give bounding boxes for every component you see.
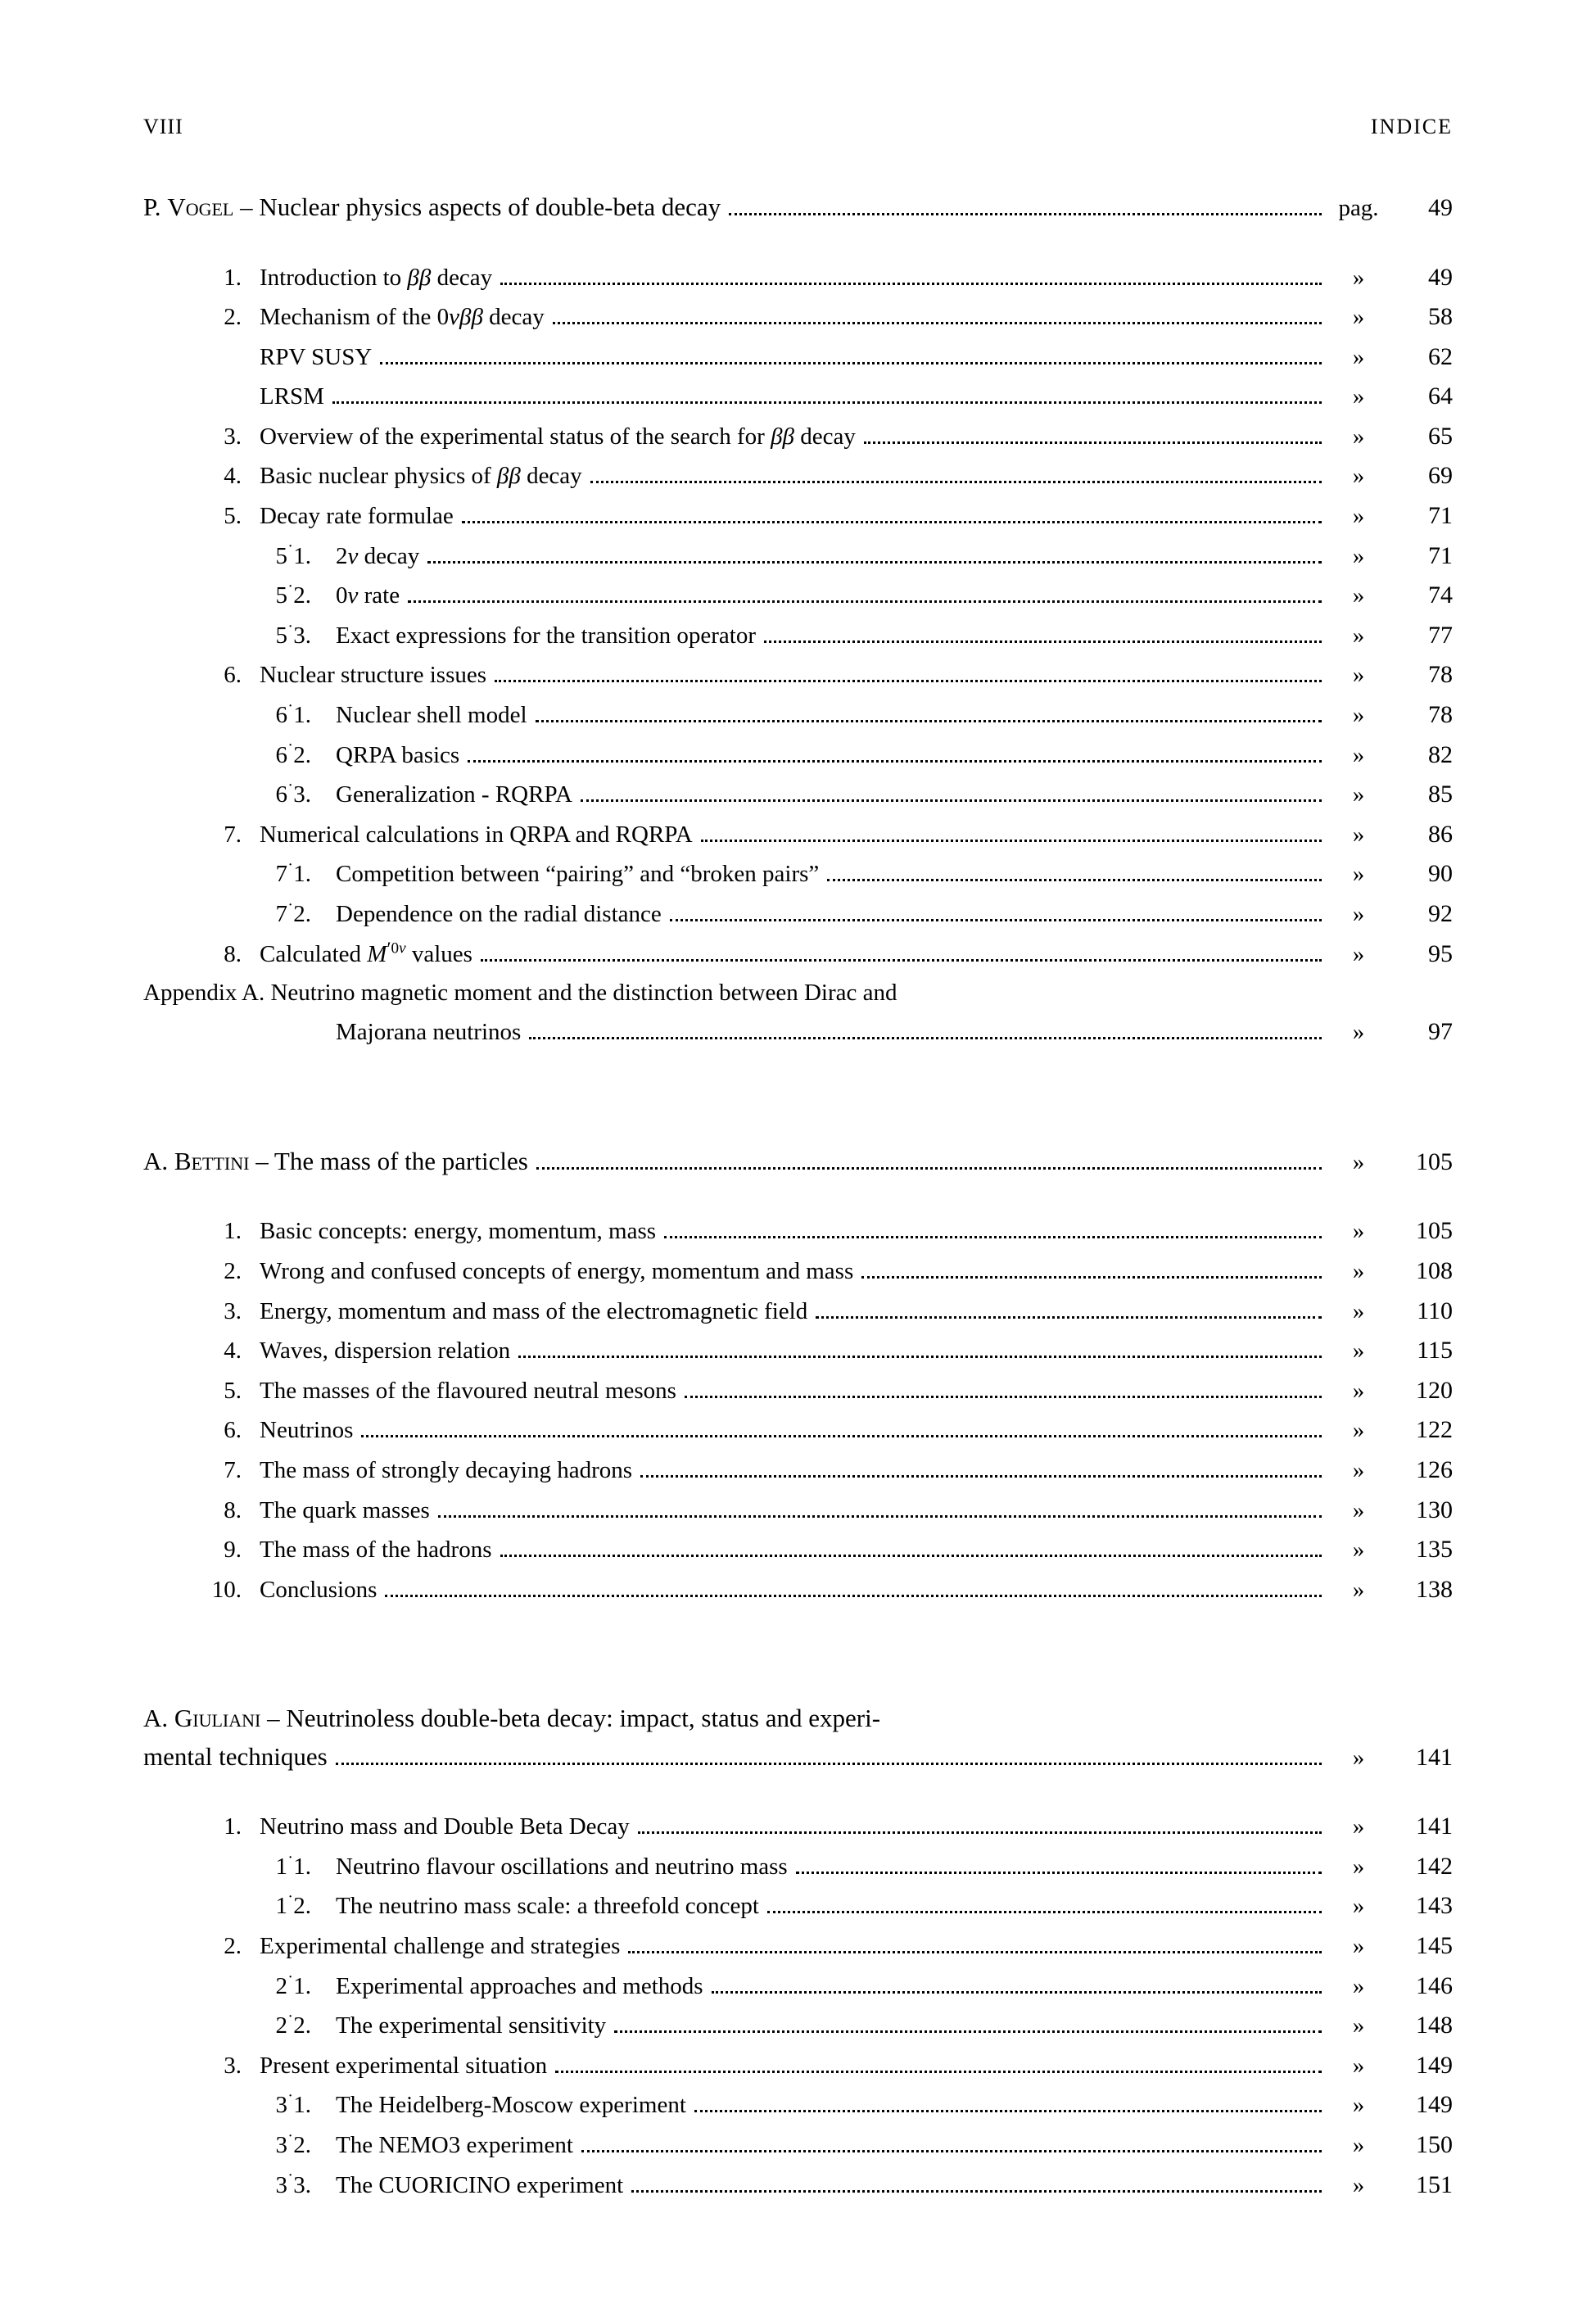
entry-title: Competition between “pairing” and “broken pairs” [336,861,820,888]
entry-title: Waves, dispersion relation [260,1338,511,1365]
entry-page-number: 78 [1428,661,1453,689]
entry-title: Introduction to ββ decay [260,264,493,291]
ditto-mark: » [1352,503,1365,530]
entry-number: 5˙2. [275,582,311,609]
ditto-mark: » [1352,2132,1365,2159]
entry-title: The CUORICINO experiment [336,2171,624,2198]
entry-page-number: 71 [1428,541,1453,569]
chapter-title: A. Bettini – The mass of the particles [143,1146,528,1175]
page-mark: » [1352,1744,1365,1771]
ditto-mark: » [1352,1456,1365,1483]
entry-page-number: 74 [1428,582,1453,609]
folio-number: VIII [143,115,183,138]
dot-leader [468,760,1322,763]
entry-number: 1. [224,1813,242,1840]
entry-page-number: 71 [1428,502,1453,530]
entry-page-number: 150 [1416,2131,1453,2159]
entry-page-number: 130 [1416,1496,1453,1523]
entry-title: The quark masses [260,1496,430,1523]
toc-entry[interactable] [143,815,1453,855]
chapter-title: A. Giuliani – Neutrinoless double-beta decay: impact, status and experi- [143,1704,881,1733]
toc-entry[interactable] [143,377,1453,417]
dot-leader [336,1763,1322,1765]
entry-title: Dependence on the radial distance [336,901,662,927]
entry-number: 4. [224,1338,242,1365]
chapter-page-number: 105 [1416,1147,1453,1175]
ditto-mark: » [1352,264,1365,291]
entry-number: 3. [224,423,242,450]
chapter-title-continuation: mental techniques [143,1741,328,1771]
toc-entry[interactable] [143,1211,1453,1252]
ditto-mark: » [1352,1257,1365,1284]
entry-title: Overview of the experimental status of the search for ββ decay [260,423,856,450]
entry-title: Calculated $M^{'0\nu}$ values [260,938,472,967]
entry-page-number: 69 [1428,462,1453,490]
entry-page-number: 108 [1416,1256,1453,1284]
entry-page-number: 141 [1416,1813,1453,1840]
toc-entry[interactable] [143,456,1453,496]
ditto-mark: » [1352,1417,1365,1444]
entry-title: Experimental approaches and methods [336,1972,703,1999]
toc-entry[interactable] [143,297,1453,337]
ditto-mark: » [1352,1813,1365,1840]
ditto-mark: » [1352,781,1365,808]
entry-title: Mechanism of the 0νββ decay [260,304,545,331]
dot-leader [536,720,1322,722]
ditto-mark: » [1352,821,1365,848]
toc-entry[interactable] [143,1371,1453,1411]
toc-entry[interactable] [143,854,1453,894]
page-mark: pag. [1338,195,1379,221]
entry-number: 3˙3. [275,2170,311,2198]
entry-page-number: 120 [1416,1376,1453,1404]
toc-entry[interactable] [143,736,1453,776]
ditto-mark: » [1352,1218,1365,1245]
toc-entry[interactable] [143,1570,1453,1610]
ditto-mark: » [1352,383,1365,410]
dot-leader [764,640,1322,643]
entry-number: 2. [224,304,242,331]
entry-number: 7. [224,821,242,848]
dot-leader [640,1475,1322,1478]
toc-entry[interactable] [143,1926,1453,1967]
entry-number: 1˙2. [275,1892,311,1920]
toc-entry[interactable] [143,1491,1453,1531]
chapter-title: P. Vogel – Nuclear physics aspects of double-beta decay [143,192,721,221]
ditto-mark: » [1352,1576,1365,1603]
entry-number: 10. [211,1576,242,1603]
entry-page-number: 65 [1428,422,1453,450]
entry-title: The masses of the flavoured neutral mesons [260,1377,676,1404]
toc-entry[interactable] [143,2085,1453,2125]
toc-entry[interactable] [143,1410,1453,1451]
ditto-mark: » [1352,304,1365,331]
entry-page-number: 85 [1428,781,1453,808]
entry-number: 6. [224,1417,242,1444]
dot-leader [555,2071,1322,2073]
spacer [143,227,1453,248]
toc-chapter [143,1143,1453,1609]
ditto-mark: » [1352,1893,1365,1920]
toc-entry[interactable] [143,775,1453,815]
toc-entry[interactable] [143,616,1453,656]
toc-entry[interactable] [143,655,1453,695]
dot-leader [581,2150,1322,2152]
toc-chapter [143,188,1453,1052]
entry-page-number: 62 [1428,342,1453,370]
entry-number: 2˙1. [275,1971,311,1999]
entry-number: 5˙3. [275,621,311,649]
entry-page-number: 149 [1416,2091,1453,2119]
ditto-mark: » [1352,1972,1365,1999]
entry-number: 2. [224,1933,242,1960]
chapter-title-row[interactable] [143,188,1453,227]
entry-number: 8. [224,940,242,967]
ditto-mark: » [1352,741,1365,768]
dot-leader [631,2190,1322,2193]
running-head: INDICE [1370,115,1453,138]
entry-number: 5. [224,503,242,530]
toc-entry[interactable] [143,576,1453,616]
ditto-mark: » [1352,1338,1365,1365]
dot-leader [495,680,1322,682]
entry-page-number: 105 [1416,1217,1453,1245]
ditto-mark: » [1352,423,1365,450]
entry-number: 2˙2. [275,2012,311,2039]
entry-number: 6. [224,662,242,689]
entry-number: 1˙1. [275,1852,311,1880]
dot-leader [500,1555,1322,1557]
appendix-title-continuation: Majorana neutrinos [336,1019,522,1046]
entry-page-number: 86 [1428,820,1453,848]
dot-leader [864,441,1322,444]
dot-leader [827,879,1322,881]
entry-title: Present experimental situation [260,2052,548,2079]
dot-leader [427,561,1322,564]
dot-leader [408,600,1322,603]
entry-title: Neutrinos [260,1417,354,1444]
toc-chapter [143,1700,1453,2205]
dot-leader [861,1276,1322,1279]
dot-leader [590,481,1322,483]
entry-number: 7. [224,1456,242,1483]
ditto-mark: » [1352,582,1365,609]
chapter-title-continuation-row[interactable] [143,1738,1453,1777]
entry-title: RPV SUSY [260,343,373,370]
entry-title: Numerical calculations in QRPA and RQRPA [260,821,693,848]
entry-title: The NEMO3 experiment [336,2132,573,2159]
page-header [143,115,1453,139]
entry-title: The mass of the hadrons [260,1537,492,1564]
entry-page-number: 145 [1416,1932,1453,1960]
ditto-mark: » [1352,542,1365,569]
ditto-mark: » [1352,662,1365,689]
entry-title: The mass of strongly decaying hadrons [260,1456,633,1483]
entry-page-number: 142 [1416,1852,1453,1880]
dot-leader [529,1037,1322,1039]
ditto-mark: » [1352,343,1365,370]
entry-page-number: 77 [1428,621,1453,649]
ditto-mark: » [1352,1496,1365,1523]
ditto-mark: » [1352,861,1365,888]
entry-page-number: 82 [1428,740,1453,768]
toc-entry[interactable] [143,2125,1453,2166]
entry-page-number: 115 [1417,1337,1453,1365]
dot-leader [685,1396,1322,1398]
entry-page-number: 126 [1416,1455,1453,1483]
entry-page-number: 78 [1428,701,1453,729]
ditto-mark: » [1352,463,1365,490]
toc-entry[interactable] [143,1847,1453,1887]
entry-title: Exact expressions for the transition operator [336,622,756,649]
entry-page-number: 146 [1416,1971,1453,1999]
dot-leader [536,1167,1322,1170]
dot-leader [816,1316,1322,1319]
entry-number: 3. [224,2052,242,2079]
entry-title: Basic nuclear physics of ββ decay [260,463,582,490]
toc-entry[interactable] [143,1252,1453,1292]
entry-number: 6˙2. [275,740,311,768]
ditto-mark: » [1352,2012,1365,2039]
toc-entry[interactable] [143,258,1453,298]
entry-page-number: 97 [1428,1018,1453,1046]
appendix-entry-line2[interactable] [143,1012,1453,1052]
ditto-mark: » [1352,1933,1365,1960]
dot-leader [332,401,1322,404]
dot-leader [380,362,1322,364]
entry-number: 7˙2. [275,899,311,927]
entry-page-number: 95 [1428,939,1453,967]
entry-title: Neutrino mass and Double Beta Decay [260,1813,630,1840]
chapter-entries [143,1807,1453,2205]
dot-leader [670,919,1322,921]
ditto-mark: » [1352,702,1365,729]
entry-number: 9. [224,1537,242,1564]
entry-page-number: 149 [1416,2051,1453,2079]
dot-leader [500,283,1322,285]
entry-number: 5. [224,1377,242,1404]
entry-title: The experimental sensitivity [336,2012,607,2039]
toc-entry[interactable] [143,2006,1453,2046]
entry-title: Energy, momentum and mass of the electromagnetic field [260,1297,808,1324]
entry-page-number: 135 [1416,1536,1453,1564]
entry-page-number: 122 [1416,1416,1453,1444]
toc-entry[interactable] [143,1967,1453,2007]
entry-page-number: 143 [1416,1892,1453,1920]
entry-page-number: 49 [1428,263,1453,291]
dot-leader [767,1911,1322,1913]
dot-leader [481,959,1322,962]
ditto-mark: » [1352,2052,1365,2079]
dot-leader [729,213,1322,215]
toc-entry[interactable] [143,1331,1453,1371]
dot-leader [638,1831,1322,1834]
entry-title: 2ν decay [336,542,420,569]
entry-title: Decay rate formulae [260,503,454,530]
toc-entry[interactable] [143,496,1453,536]
entry-number: 4. [224,463,242,490]
entry-title: LRSM [260,383,324,410]
table-of-contents [143,188,1453,2205]
toc-entry[interactable] [143,417,1453,457]
dot-leader [385,1595,1322,1597]
ditto-mark: » [1352,2171,1365,2198]
entry-number: 8. [224,1496,242,1523]
toc-entry[interactable] [143,2166,1453,2206]
dot-leader [796,1872,1322,1874]
toc-entry[interactable] [143,1807,1453,1847]
entry-title: Conclusions [260,1576,378,1603]
ditto-mark: » [1352,901,1365,927]
entry-number: 1. [224,264,242,291]
entry-title: The Heidelberg-Moscow experiment [336,2092,686,2119]
ditto-mark: » [1352,1019,1365,1046]
entry-page-number: 58 [1428,303,1453,331]
entry-page-number: 92 [1428,900,1453,927]
entry-number: 1. [224,1218,242,1245]
entry-number: 3. [224,1297,242,1324]
toc-entry[interactable] [143,1292,1453,1332]
spacer [143,1776,1453,1797]
entry-title: Basic concepts: energy, momentum, mass [260,1218,657,1245]
entry-number: 6˙3. [275,781,311,808]
entry-number: 2. [224,1257,242,1284]
chapter-title-row[interactable] [143,1700,1453,1738]
dot-leader [614,2030,1322,2033]
dot-leader [664,1236,1322,1238]
entry-page-number: 64 [1428,382,1453,410]
entry-number: 5˙1. [275,541,311,569]
toc-entry[interactable] [143,1530,1453,1570]
dot-leader [581,799,1322,802]
entry-page-number: 138 [1416,1575,1453,1603]
ditto-mark: » [1352,1297,1365,1324]
dot-leader [438,1515,1322,1518]
page-mark: » [1352,1148,1365,1175]
entry-number: 3˙2. [275,2130,311,2159]
chapter-entries [143,1211,1453,1609]
entry-number: 6˙1. [275,700,311,729]
ditto-mark: » [1352,2092,1365,2119]
toc-entry[interactable] [143,536,1453,577]
ditto-mark: » [1352,1853,1365,1880]
entry-title: Neutrino flavour oscillations and neutrino mass [336,1853,788,1880]
toc-entry[interactable] [143,935,1453,975]
ditto-mark: » [1352,1377,1365,1404]
entry-page-number: 90 [1428,860,1453,888]
ditto-mark: » [1352,940,1365,967]
chapter-page-number: 141 [1416,1743,1453,1771]
entry-title: Nuclear structure issues [260,662,487,689]
entry-title: 0ν rate [336,582,400,609]
chapter-title-row[interactable] [143,1143,1453,1181]
dot-leader [712,1991,1322,1994]
chapter-entries [143,258,1453,1052]
toc-entry[interactable] [143,1886,1453,1926]
dot-leader [462,521,1322,523]
entry-title: Nuclear shell model [336,702,527,729]
dot-leader [628,1951,1322,1953]
toc-entry[interactable] [143,337,1453,378]
dot-leader [518,1356,1322,1358]
entry-title: Experimental challenge and strategies [260,1933,621,1960]
entry-title: The neutrino mass scale: a threefold concept [336,1893,759,1920]
entry-title: QRPA basics [336,741,460,768]
toc-entry[interactable] [143,695,1453,736]
entry-number: 3˙1. [275,2091,311,2119]
dot-leader [701,840,1322,842]
toc-entry[interactable] [143,1451,1453,1491]
appendix-entry-line1[interactable] [143,974,1453,1012]
entry-title: Generalization - RQRPA [336,781,572,808]
ditto-mark: » [1352,622,1365,649]
toc-entry[interactable] [143,2046,1453,2086]
dot-leader [361,1435,1322,1437]
ditto-mark: » [1352,1537,1365,1564]
spacer [143,1180,1453,1202]
chapter-page-number: 49 [1428,194,1453,221]
entry-page-number: 151 [1416,2170,1453,2198]
entry-title: Wrong and confused concepts of energy, momentum and mass [260,1257,854,1284]
dot-leader [553,322,1322,324]
entry-page-number: 148 [1416,2012,1453,2039]
entry-number: 7˙1. [275,860,311,888]
entry-page-number: 110 [1417,1297,1453,1324]
toc-entry[interactable] [143,894,1453,935]
appendix-title: Appendix A. Neutrino magnetic moment and the distinction between Dirac and [143,980,897,1007]
dot-leader [694,2110,1322,2112]
